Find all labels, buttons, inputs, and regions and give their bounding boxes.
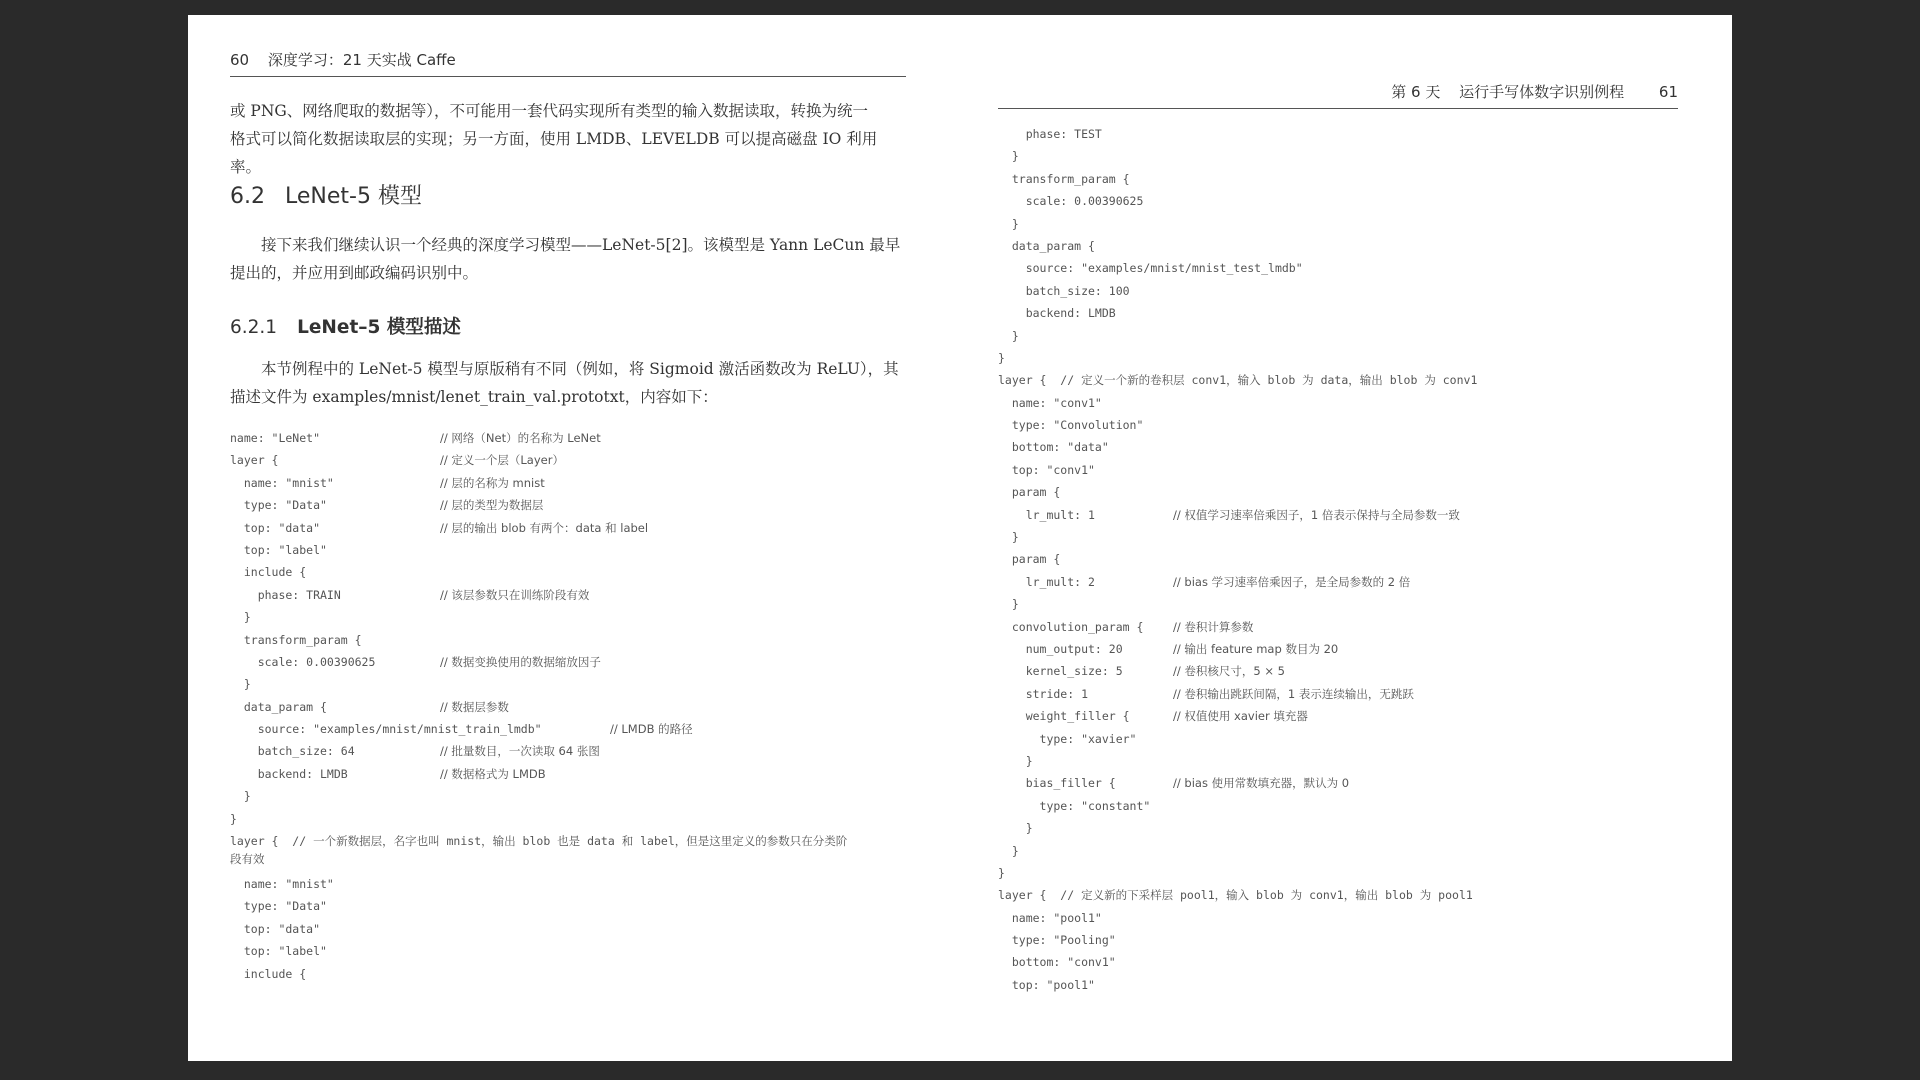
code-line: [998, 728, 1678, 750]
code-line: [230, 472, 906, 494]
code-wrap-line-1: layer { // 一个新数据层，名字也叫 mnist，输出 blob 也是 data 和 label，但是这里定义的参数只在分类阶: [230, 834, 848, 848]
code-comment: // 定义一个层（Layer）: [440, 453, 564, 468]
code-text: }: [998, 843, 1019, 858]
left-code-wrapped-comment: [230, 832, 906, 868]
code-text: top: "label": [230, 542, 327, 557]
code-line: type: "Data": [230, 899, 327, 914]
code-line: [998, 257, 1678, 279]
code-line: [998, 929, 1678, 951]
code-text: weight_filler {: [998, 709, 1130, 724]
code-line: [230, 427, 906, 449]
code-text: bottom: "conv1": [998, 955, 1116, 970]
code-text: phase: TRAIN: [230, 587, 341, 602]
code-line: [998, 481, 1678, 503]
code-text: }: [230, 610, 251, 625]
code-line: [998, 459, 1678, 481]
right-page-header: [998, 81, 1678, 109]
code-comment: // 层的输出 blob 有两个：data 和 label: [440, 520, 649, 535]
sub-para-line-1: 本节例程中的 LeNet-5 模型与原版稍有不同（例如，将 Sigmoid 激活函数改为 ReLU），其: [261, 360, 899, 378]
code-line: [998, 907, 1678, 929]
code-text: top: "pool1": [998, 977, 1095, 992]
code-line: [998, 951, 1678, 973]
code-line: [998, 347, 1678, 369]
code-text: lr_mult: 2: [998, 574, 1095, 589]
code-line: [230, 651, 906, 673]
code-text: name: "pool1": [998, 910, 1102, 925]
code-line: [230, 696, 906, 718]
code-line: [998, 660, 1678, 682]
code-line: [998, 235, 1678, 257]
code-line: [998, 504, 1678, 526]
code-line: [230, 606, 906, 628]
code-line: [998, 705, 1678, 727]
code-comment: // 输出 feature map 数目为 20: [1173, 641, 1339, 656]
code-text: }: [998, 350, 1005, 365]
code-text: type: "Data": [230, 498, 327, 513]
code-text: }: [998, 328, 1019, 343]
code-line: [230, 763, 906, 785]
code-line: [998, 213, 1678, 235]
code-line: [230, 673, 906, 695]
code-text: bottom: "data": [998, 440, 1109, 455]
code-text: type: "Pooling": [998, 933, 1116, 948]
code-line: [998, 772, 1678, 794]
code-line: [998, 974, 1678, 996]
code-text: name: "conv1": [998, 395, 1102, 410]
code-line: [998, 325, 1678, 347]
code-text: convolution_param {: [998, 619, 1144, 634]
code-line: [998, 616, 1678, 638]
code-comment: // 数据变换使用的数据缩放因子: [440, 654, 601, 669]
code-text: stride: 1: [998, 686, 1089, 701]
intro-line-2: 格式可以简化数据读取层的实现；另一方面，使用 LMDB、LEVELDB 可以提高磁盘 IO 利用率。: [230, 130, 878, 176]
code-text: num_output: 20: [998, 641, 1123, 656]
code-comment: // 数据层参数: [440, 699, 509, 714]
code-text: }: [230, 811, 237, 826]
code-line: top: "data": [230, 921, 321, 936]
code-text: type: "Convolution": [998, 418, 1144, 433]
chapter-label: 第 6 天: [1391, 83, 1441, 101]
section-title: LeNet-5 模型: [285, 184, 422, 209]
code-text: batch_size: 100: [998, 283, 1130, 298]
code-line: [998, 750, 1678, 772]
code-line: [998, 392, 1678, 414]
code-line: [998, 123, 1678, 145]
code-line: [998, 414, 1678, 436]
code-text: transform_param {: [230, 632, 362, 647]
code-line: [998, 638, 1678, 660]
code-line: [998, 168, 1678, 190]
code-line: [998, 190, 1678, 212]
code-line: [230, 561, 906, 583]
code-line: [998, 548, 1678, 570]
code-comment: // 层的类型为数据层: [440, 498, 544, 513]
code-text: top: "data": [230, 520, 321, 535]
code-text: top: "conv1": [998, 462, 1095, 477]
right-page: [998, 15, 1678, 1061]
code-text: kernel_size: 5: [998, 664, 1123, 679]
section-para-line-2: 提出的，并应用到邮政编码识别中。: [230, 264, 479, 282]
code-text: bias_filler {: [998, 776, 1116, 791]
left-code-tail: [230, 873, 906, 985]
code-line: [998, 526, 1678, 548]
code-text: }: [998, 530, 1019, 545]
code-line: include {: [230, 966, 307, 981]
code-line: [998, 571, 1678, 593]
code-text: type: "constant": [998, 798, 1151, 813]
left-page-number: 60: [230, 51, 250, 69]
code-text: lr_mult: 1: [998, 507, 1095, 522]
code-line: [230, 718, 906, 740]
code-line: [998, 840, 1678, 862]
intro-line-1: 或 PNG、网络爬取的数据等），不可能用一套代码实现所有类型的输入数据读取，转换为统一: [230, 102, 869, 120]
right-code-block: [998, 123, 1678, 996]
code-text: }: [998, 865, 1005, 880]
code-text: phase: TEST: [998, 127, 1102, 141]
code-text: layer { // 定义一个新的卷积层 conv1，输入 blob 为 data，输出 blob 为 conv1: [998, 373, 1478, 388]
section-heading: [230, 179, 422, 210]
code-line: [230, 539, 906, 561]
code-line: [230, 785, 906, 807]
code-text: batch_size: 64: [230, 744, 355, 759]
code-text: param {: [998, 552, 1061, 567]
code-text: type: "xavier": [998, 731, 1137, 746]
code-line: [230, 584, 906, 606]
code-line: [998, 593, 1678, 615]
left-page: [230, 15, 906, 1061]
code-comment: // 卷积核尺寸，5 × 5: [1173, 664, 1285, 679]
section-para-line-1: 接下来我们继续认识一个经典的深度学习模型——LeNet-5[2]。该模型是 Yann LeCun 最早: [261, 236, 901, 254]
code-line: [998, 369, 1678, 391]
code-line: [998, 817, 1678, 839]
section-paragraph: [230, 231, 906, 287]
left-page-header: [230, 49, 906, 77]
code-line: top: "label": [230, 944, 327, 959]
subsection-heading: [230, 313, 461, 339]
code-text: backend: LMDB: [998, 306, 1116, 321]
code-text: data_param {: [998, 238, 1095, 253]
code-comment: // bias 学习速率倍乘因子，是全局参数的 2 倍: [1173, 574, 1411, 589]
code-line: [998, 884, 1678, 906]
code-comment: // 该层参数只在训练阶段有效: [440, 587, 590, 602]
code-text: }: [998, 753, 1033, 768]
code-comment: // 权值学习速率倍乘因子，1 倍表示保持与全局参数一致: [1173, 507, 1460, 522]
code-line: [998, 795, 1678, 817]
code-text: layer { // 定义新的下采样层 pool1，输入 blob 为 conv1，输出 blob 为 pool1: [998, 888, 1473, 903]
code-line: [230, 629, 906, 651]
subsection-paragraph: [230, 355, 906, 411]
code-line: [998, 280, 1678, 302]
code-line: [230, 740, 906, 762]
code-text: transform_param {: [998, 171, 1130, 186]
code-line: [998, 436, 1678, 458]
chapter-title: 运行手写体数字识别例程: [1459, 83, 1625, 101]
code-line: [230, 517, 906, 539]
book-title: 深度学习：21 天实战 Caffe: [267, 51, 456, 69]
code-line: [230, 808, 906, 830]
code-text: }: [230, 677, 251, 692]
code-text: name: "LeNet": [230, 431, 321, 445]
code-text: name: "mnist": [230, 475, 334, 490]
code-line: [998, 302, 1678, 324]
code-comment: // 卷积输出跳跃间隔，1 表示连续输出，无跳跃: [1173, 686, 1414, 701]
right-page-number: 61: [1658, 83, 1678, 101]
code-line: name: "mnist": [230, 877, 334, 891]
code-text: }: [998, 149, 1019, 164]
code-comment: // 批量数目，一次读取 64 张图: [440, 744, 600, 759]
left-code-block: [230, 427, 906, 830]
code-text: }: [998, 216, 1019, 231]
sub-para-line-2: 描述文件为 examples/mnist/lenet_train_val.prototxt，内容如下：: [230, 388, 718, 406]
code-text: data_param {: [230, 699, 327, 714]
section-number: 6.2: [230, 184, 265, 209]
code-wrap-line-2: 段有效: [230, 852, 265, 866]
code-text: source: "examples/mnist/mnist_test_lmdb": [998, 261, 1303, 276]
code-comment: // 网络（Net）的名称为 LeNet: [440, 431, 601, 445]
subsection-number: 6.2.1: [230, 317, 278, 338]
code-comment: // bias 使用常数填充器，默认为 0: [1173, 776, 1350, 791]
code-line: [998, 145, 1678, 167]
code-text: include {: [230, 565, 307, 580]
code-text: }: [998, 821, 1033, 836]
code-text: }: [230, 789, 251, 804]
code-comment: // 层的名称为 mnist: [440, 475, 545, 490]
code-comment: // 权值使用 xavier 填充器: [1173, 709, 1308, 724]
intro-paragraph: [230, 97, 906, 181]
code-text: source: "examples/mnist/mnist_train_lmdb": [230, 722, 542, 737]
code-line: [998, 862, 1678, 884]
book-spread: [188, 15, 1732, 1061]
code-text: scale: 0.00390625: [998, 194, 1144, 209]
code-line: [230, 494, 906, 516]
code-comment: // LMDB 的路径: [610, 722, 693, 737]
code-comment: // 数据格式为 LMDB: [440, 766, 546, 781]
code-line: [998, 683, 1678, 705]
code-text: layer {: [230, 453, 279, 468]
subsection-title: LeNet–5 模型描述: [297, 317, 461, 338]
code-text: scale: 0.00390625: [230, 654, 376, 669]
code-text: param {: [998, 485, 1061, 500]
code-text: }: [998, 597, 1019, 612]
code-line: [230, 449, 906, 471]
code-comment: // 卷积计算参数: [1173, 619, 1254, 634]
code-text: backend: LMDB: [230, 766, 348, 781]
